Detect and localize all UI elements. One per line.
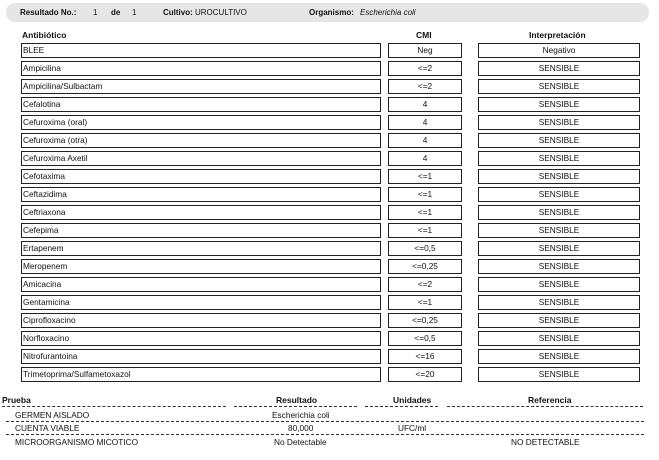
unidades-cell: UFC/ml [398,423,427,433]
antibiotic-name-cell: BLEE [21,43,381,58]
cmi-value-cell: <=1 [388,223,462,238]
antibiotic-name-cell: Nitrofurantoina [21,349,381,364]
interpretation-cell: SENSIBLE [478,349,640,364]
row-divider [6,434,644,435]
resultado-number: 1 [93,8,98,17]
antibiotic-name-cell: Ceftazidima [21,187,381,202]
antibiotico-column-header: Antibiótico [22,30,67,40]
cmi-value-cell: 4 [388,115,462,130]
prueba-cell: MICROORGANISMO MICOTICO [15,437,139,447]
cmi-value-cell: <=16 [388,349,462,364]
cmi-value-cell: <=1 [388,205,462,220]
prueba-cell: GERMEN AISLADO [15,410,90,420]
table-row [0,313,659,328]
interpretation-cell: SENSIBLE [478,223,640,238]
unidades-column-header: Unidades [393,395,432,405]
antibiotic-name-cell: Ampicilina [21,61,381,76]
table-row [0,277,659,292]
antibiotic-name-cell: Ertapenem [21,241,381,256]
organismo-label: Organismo: [309,8,354,17]
antibiotic-name-cell: Ciprofloxacino [21,313,381,328]
interpretation-cell: SENSIBLE [478,97,640,112]
resultado-cell: No Detectable [274,437,327,447]
referencia-cell: NO DETECTABLE [511,437,580,447]
table-row [0,205,659,220]
cmi-value-cell: <=0,25 [388,259,462,274]
table-row [0,349,659,364]
antibiotic-name-cell: Amicacina [21,277,381,292]
divider-prueba [2,406,226,407]
cultivo-value: UROCULTIVO [195,8,247,17]
antibiotic-name-cell: Trimetoprima/Sulfametoxazol [21,367,381,382]
antibiotic-name-cell: Cefalotina [21,97,381,112]
table-row [0,43,659,58]
cmi-value-cell: 4 [388,151,462,166]
interpretation-cell: SENSIBLE [478,331,640,346]
interpretation-cell: SENSIBLE [478,169,640,184]
cmi-value-cell: <=1 [388,169,462,184]
antibiotic-name-cell: Norfloxacino [21,331,381,346]
antibiotic-name-cell: Cefuroxima Axetil [21,151,381,166]
table-row [0,259,659,274]
cmi-value-cell: <=0,25 [388,313,462,328]
antibiotic-name-cell: Cefuroxima (otra) [21,133,381,148]
organismo-value: Escherichia coli [360,8,416,17]
interpretation-cell: SENSIBLE [478,79,640,94]
cmi-value-cell: Neg [388,43,462,58]
interpretation-cell: SENSIBLE [478,187,640,202]
table-row [0,187,659,202]
table-row [0,79,659,94]
cmi-value-cell: <=0,5 [388,331,462,346]
interpretation-cell: SENSIBLE [478,259,640,274]
cmi-value-cell: 4 [388,97,462,112]
table-row [0,331,659,346]
referencia-column-header: Referencia [528,395,572,405]
interpretation-cell: SENSIBLE [478,115,640,130]
antibiotic-name-cell: Cefuroxima (oral) [21,115,381,130]
table-row [0,223,659,238]
divider-resultado [234,406,357,407]
interpretation-cell: Negativo [478,43,640,58]
antibiotic-name-cell: Gentamicina [21,295,381,310]
antibiotic-name-cell: Ceftriaxona [21,205,381,220]
interpretation-cell: SENSIBLE [478,313,640,328]
antibiotic-name-cell: Cefotaxima [21,169,381,184]
de-label: de [111,8,121,17]
cmi-value-cell: <=1 [388,187,462,202]
cmi-value-cell: <=0,5 [388,241,462,256]
divider-referencia [447,406,643,407]
cmi-value-cell: <=20 [388,367,462,382]
resultado-column-header: Resultado [276,395,318,405]
cmi-value-cell: 4 [388,133,462,148]
cmi-value-cell: <=1 [388,295,462,310]
interpretation-cell: SENSIBLE [478,151,640,166]
interpretation-cell: SENSIBLE [478,295,640,310]
table-row [0,115,659,130]
table-row [0,241,659,256]
resultado-cell: Escherichia coli [272,410,330,420]
antibiotic-name-cell: Ampicilina/Sulbactam [21,79,381,94]
table-row [0,151,659,166]
table-row [0,61,659,76]
table-row [0,97,659,112]
interpretation-cell: SENSIBLE [478,133,640,148]
prueba-column-header: Prueba [2,395,31,405]
table-row [0,169,659,184]
cultivo-label: Cultivo: [163,8,193,17]
table-row [0,133,659,148]
interpretation-cell: SENSIBLE [478,61,640,76]
prueba-cell: CUENTA VIABLE [15,423,80,433]
cmi-column-header: CMI [416,30,432,40]
interpretacion-column-header: Interpretación [529,30,586,40]
table-row [0,295,659,310]
interpretation-cell: SENSIBLE [478,367,640,382]
interpretation-cell: SENSIBLE [478,241,640,256]
cmi-value-cell: <=2 [388,277,462,292]
row-divider [6,421,644,422]
de-number: 1 [132,8,137,17]
resultado-cell: 80,000 [288,423,314,433]
interpretation-cell: SENSIBLE [478,205,640,220]
resultado-label: Resultado No.: [20,8,77,17]
cmi-value-cell: <=2 [388,61,462,76]
antibiotic-name-cell: Meropenem [21,259,381,274]
cmi-value-cell: <=2 [388,79,462,94]
divider-unidades [365,406,438,407]
table-row [0,367,659,382]
antibiotic-name-cell: Cefepima [21,223,381,238]
report-header-bar [6,3,649,22]
interpretation-cell: SENSIBLE [478,277,640,292]
